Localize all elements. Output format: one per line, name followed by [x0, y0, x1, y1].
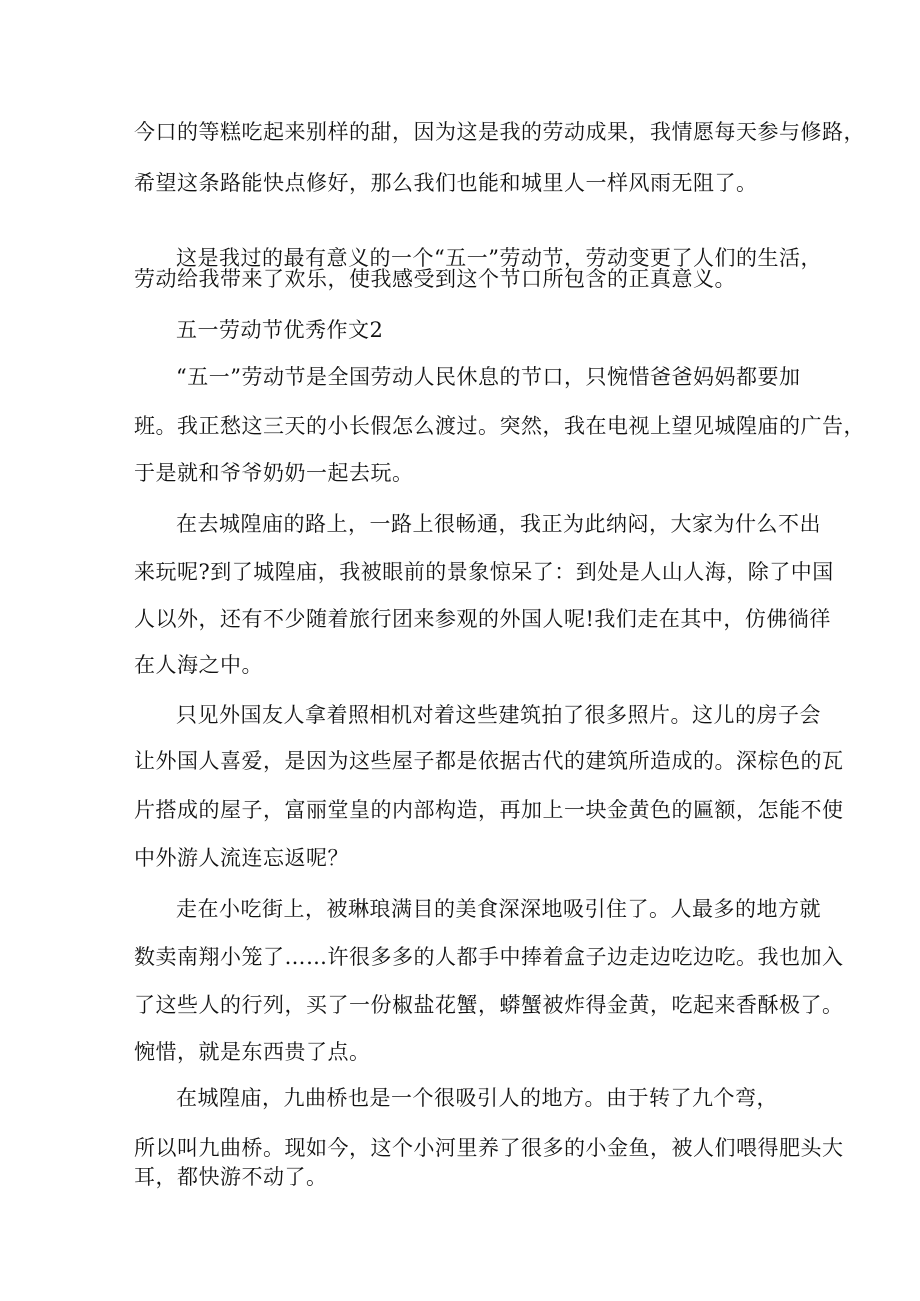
- paragraph-line: 人以外，还有不少随着旅行团来参观的外国人呢!我们走在其中，仿佛徜徉: [134, 607, 831, 631]
- paragraph-line: 走在小吃街上，被琳琅满目的美食深深地吸引住了。人最多的地方就: [176, 897, 821, 921]
- paragraph-line: 只见外国友人拿着照相机对着这些建筑拍了很多照片。这儿的房子会: [176, 703, 821, 727]
- paragraph-line: 今口的等糕吃起来别样的甜，因为这是我的劳动成果，我情愿每天参与修路，: [134, 120, 865, 144]
- paragraph-line: 于是就和爷爷奶奶一起去玩。: [134, 461, 414, 485]
- paragraph-line: “五一”劳动节是全国劳动人民休息的节口，只惋惜爸爸妈妈都要加: [176, 365, 801, 389]
- paragraph-line: 劳动给我带来了欢乐，使我感受到这个节口所包含的正真意义。: [134, 267, 736, 291]
- paragraph-line: 耳，都快游不动了。: [134, 1165, 328, 1189]
- paragraph-line: 中外游人流连忘返呢？: [134, 846, 349, 870]
- paragraph-line: 在去城隍庙的路上，一路上很畅通，我正为此纳闷，大家为什么不出: [176, 512, 821, 536]
- paragraph-line: 所以叫九曲桥。现如今，这个小河里养了很多的小金鱼，被人们喂得肥头大: [134, 1136, 844, 1160]
- section-heading: 五一劳动节优秀作文2: [176, 318, 384, 342]
- paragraph-line: 来玩呢?到了城隍庙，我被眼前的景象惊呆了：到处是人山人海，除了中国: [134, 560, 834, 584]
- paragraph-line: 了这些人的行列，买了一份椒盐花蟹，蟒蟹被炸得金黄，吃起来香酥极了。: [134, 993, 844, 1017]
- paragraph-line: 让外国人喜爱，是因为这些屋子都是依据古代的建筑所造成的。深棕色的瓦: [134, 749, 844, 773]
- paragraph-line: 在城隍庙，九曲桥也是一个很吸引人的地方。由于转了九个弯，: [176, 1086, 778, 1110]
- paragraph-line: 这是我过的最有意义的一个“五一”劳动节，劳动变更了人们的生活，: [176, 246, 822, 270]
- paragraph-line: 数卖南翔小笼了……许很多多的人都手中捧着盒子边走边吃边吃。我也加入: [134, 945, 844, 969]
- paragraph-line: 片搭成的屋子，富丽堂皇的内部构造，再加上一块金黄色的匾额，怎能不使: [134, 798, 844, 822]
- paragraph-line: 在人海之中。: [134, 653, 263, 677]
- paragraph-line: 惋惜，就是东西贵了点。: [134, 1040, 371, 1064]
- paragraph-line: 希望这条路能快点修好，那么我们也能和城里人一样风雨无阻了。: [134, 171, 758, 195]
- paragraph-line: 班。我正愁这三天的小长假怎么渡过。突然，我在电视上望见城隍庙的广告，: [134, 414, 865, 438]
